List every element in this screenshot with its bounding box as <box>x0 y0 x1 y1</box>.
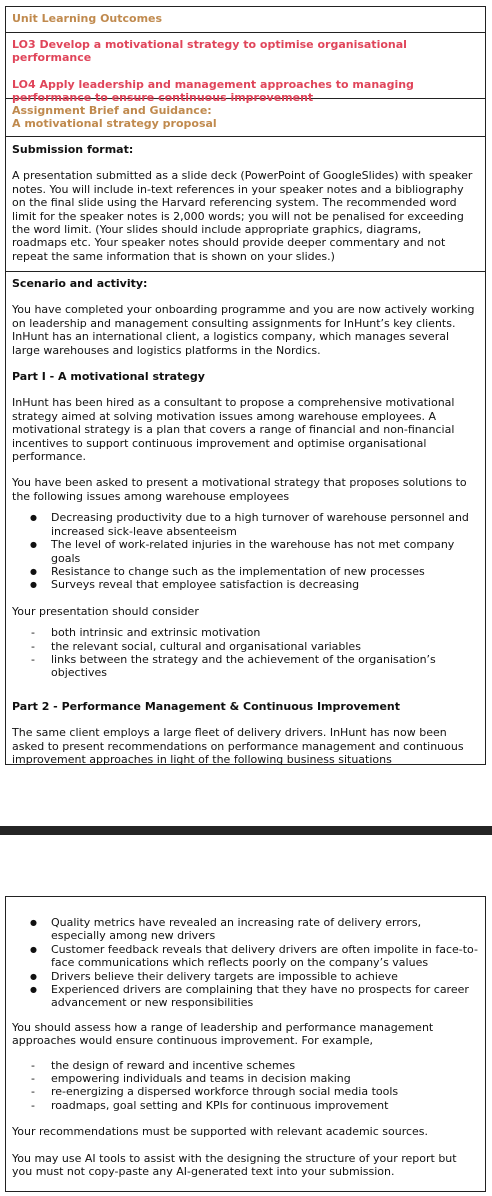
list-item: - re-energizing a dispersed workforce through social media tools <box>51 1085 479 1098</box>
lo4-text: LO4 Apply leadership and management approaches to managing performance to ensure continuous improvement <box>12 77 414 105</box>
list-item: - empowering individuals and teams in decision making <box>51 1072 479 1085</box>
submission-body: A presentation submitted as a slide deck (PowerPoint of GoogleSlides) with speaker notes. You will include in-text references in your speaker notes and a bibliography on the final slide using the Harvard referencing system. The recommended word limit for the speaker notes is 2,000 words; you will not be penalised for exceeding the word limit. (Your slides should include appropriate graphics, diagrams, roadmaps etc. Your speaker notes should provide deeper commentary and not repeat the same information that is shown on your slides.) <box>12 169 473 263</box>
submission-format-row <box>6 137 485 272</box>
business-situations-list <box>12 916 479 1010</box>
scenario-row <box>6 272 485 770</box>
learning-outcomes-row <box>6 33 485 105</box>
learning-outcomes-heading: Unit Learning Outcomes <box>12 12 163 25</box>
list-item: ● Surveys reveal that employee satisfaction is decreasing <box>51 578 479 591</box>
sources-text: Your recommendations must be supported with relevant academic sources. <box>12 1125 429 1139</box>
list-item: ● Drivers believe their delivery targets are impossible to achieve <box>51 970 479 983</box>
scenario-intro: You have completed your onboarding programme and you are now actively working on leadership and management consulting assignments for InHunt’s key clients. InHunt has an international client, a logistics company, which manages several large warehouses and logistics platforms in the Nordics. <box>12 303 475 357</box>
part1-heading: Part I - A motivational strategy <box>12 370 205 384</box>
brief-heading-row <box>6 99 485 137</box>
list-item: ● The level of work-related injuries in the warehouse has not met company goals <box>51 538 479 565</box>
brief-heading: Assignment Brief and Guidance: <box>12 104 212 117</box>
part2-heading: Part 2 - Performance Management & Continuous Improvement <box>12 699 401 713</box>
assess-text: You should assess how a range of leadership and performance management approaches would ensure continuous improvement. For example, <box>12 1020 434 1048</box>
scenario-heading: Scenario and activity: <box>12 277 148 290</box>
list-item: ● Customer feedback reveals that delivery drivers are often impolite in face-to-face communications which reflects poorly on the company’s values <box>51 943 479 970</box>
ai-tools-note: You may use AI tools to assist with the designing the structure of your report but you must not copy-paste any AI-generated text into your submission. <box>12 1151 457 1179</box>
continued-row <box>6 897 485 1183</box>
part1-consider-text: Your presentation should consider <box>12 604 199 618</box>
part1-paragraph-1: InHunt has been hired as a consultant to propose a comprehensive motivational strategy aimed at solving motivation issues among warehouse employees. A motivational strategy is a plan that covers a range of financial and non-financial incentives to support continuous improvement and optimise organisational performance. <box>12 396 455 464</box>
approaches-list <box>12 1059 479 1113</box>
list-item: ● Quality metrics have revealed an increasing rate of delivery errors, especially among new drivers <box>51 916 479 943</box>
list-item: ● Resistance to change such as the implementation of new processes <box>51 565 479 578</box>
brief-subheading: A motivational strategy proposal <box>12 117 217 131</box>
assignment-table-page-2 <box>5 896 486 1192</box>
list-item: - links between the strategy and the achievement of the organisation’s objectives <box>51 653 479 680</box>
list-item: - roadmaps, goal setting and KPIs for continuous improvement <box>51 1099 479 1112</box>
list-item: - the design of reward and incentive schemes <box>51 1059 479 1072</box>
part1-considerations-list <box>12 626 479 680</box>
page-break-divider <box>0 826 492 835</box>
lo3-text: LO3 Develop a motivational strategy to optimise organisational performance <box>12 38 407 65</box>
assignment-table-page-1 <box>5 6 486 765</box>
part1-paragraph-2: You have been asked to present a motivational strategy that proposes solutions to the following issues among warehouse employees <box>12 476 467 503</box>
list-item: ● Decreasing productivity due to a high turnover of warehouse personnel and increased sick-leave absenteeism <box>51 511 479 538</box>
part1-issues-list <box>12 511 479 591</box>
learning-outcomes-heading-row <box>6 7 485 33</box>
part2-paragraph-1: The same client employs a large fleet of delivery drivers. InHunt has now been asked to present recommendations on performance management and continuous improvement approaches in light of the following business situations <box>12 726 464 766</box>
list-item: - both intrinsic and extrinsic motivation <box>51 626 479 639</box>
list-item: - the relevant social, cultural and organisational variables <box>51 640 479 653</box>
list-item: ● Experienced drivers are complaining that they have no prospects for career advancement or new responsibilities <box>51 983 479 1010</box>
submission-heading: Submission format: <box>12 143 134 156</box>
